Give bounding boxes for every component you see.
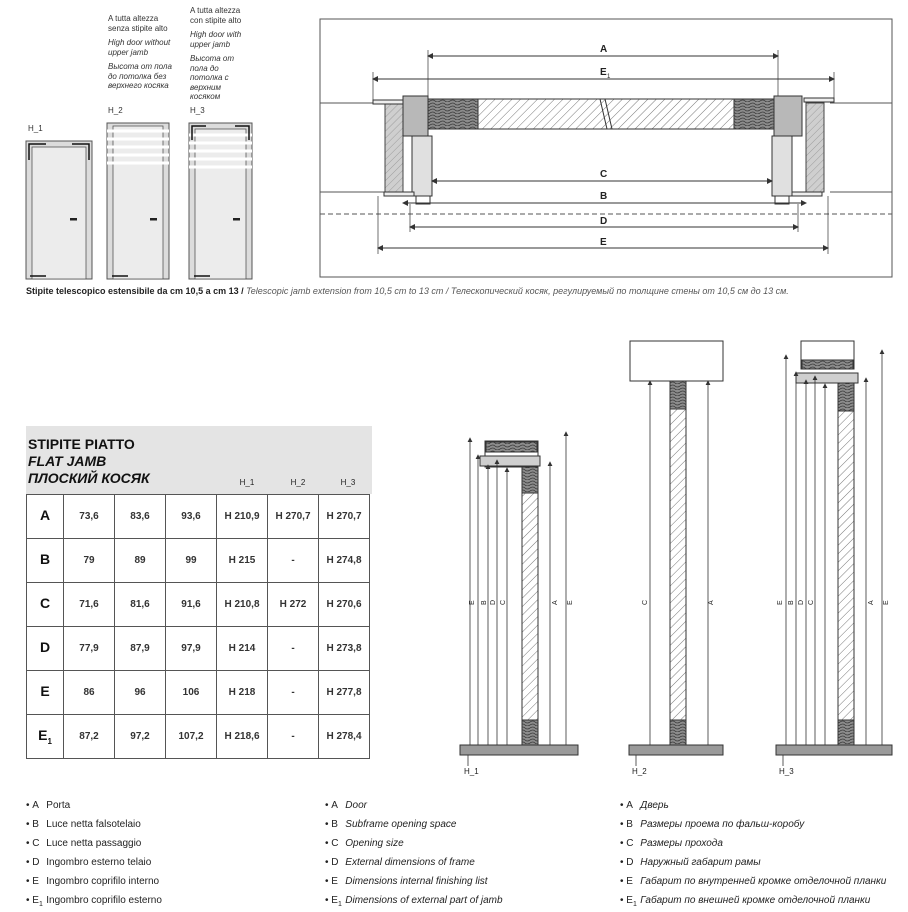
legend-text: External dimensions of frame [345, 857, 475, 868]
legend-english [325, 798, 503, 912]
legend-text: Door [345, 800, 367, 811]
legend-key-sub: 1 [337, 901, 342, 908]
row-key [27, 627, 64, 671]
table-cell-v3: 99 [166, 539, 217, 583]
legend-key [331, 798, 345, 817]
legend-key-letter: B [331, 819, 338, 830]
table-cell-v3: 107,2 [166, 715, 217, 759]
table-cell-v3: 97,9 [166, 627, 217, 671]
legend-text: Габарит по внешней кромке отделочной планки [640, 895, 871, 906]
legend-russian [620, 798, 886, 912]
legend-item [26, 798, 162, 817]
legend-key [32, 855, 46, 874]
plan-label-e1: E [600, 67, 607, 78]
table-cell-v3: 106 [166, 671, 217, 715]
bullet-icon: • [325, 819, 332, 830]
table-cell-h2: - [268, 539, 319, 583]
table-title-en: FLAT JAMB [28, 453, 107, 469]
door-h3-desc-ru: Высота от пола до потолка с верхним косяком [190, 54, 235, 101]
legend-key [331, 836, 345, 855]
section-h1-c: C [500, 599, 507, 605]
table-cell-h1: H 214 [217, 627, 268, 671]
row-key [27, 715, 64, 759]
plan-label-e: E [600, 237, 607, 248]
table-row [27, 671, 370, 715]
table-cell-h3: H 277,8 [319, 671, 370, 715]
door-h2-desc-ru: Высота от пола до потолка без верхнего косяка [108, 62, 172, 90]
plan-label-d: D [600, 216, 608, 227]
legend-key-letter: D [32, 857, 40, 868]
table-cell-v1: 73,6 [64, 495, 115, 539]
bullet-icon: • [325, 876, 332, 887]
row-key-sub: 1 [47, 736, 52, 746]
door-thumbnail-h2 [107, 123, 169, 279]
legend-key-letter: E [626, 895, 633, 906]
legend-text: Размеры проема по фальш-коробу [640, 819, 805, 830]
legend-text: Ingombro esterno telaio [46, 857, 152, 868]
table-cell-v2: 96 [115, 671, 166, 715]
table-cell-v1: 77,9 [64, 627, 115, 671]
legend-key [626, 874, 640, 893]
table-cell-h1: H 218,6 [217, 715, 268, 759]
row-key-letter: E [38, 727, 48, 744]
table-cell-v1: 87,2 [64, 715, 115, 759]
row-key [27, 539, 64, 583]
legend-item [620, 855, 886, 874]
table-cell-h2: H 270,7 [268, 495, 319, 539]
legend-key-letter: D [331, 857, 339, 868]
legend-key-letter: A [331, 800, 338, 811]
table-title-ru: ПЛОСКИЙ КОСЯК [28, 470, 150, 486]
legend-key [331, 817, 345, 836]
section-h3-a: A [868, 600, 875, 605]
bullet-icon: • [26, 800, 33, 811]
door-h3-desc-en: High door with upper jamb [190, 30, 242, 49]
legend-key [331, 893, 345, 912]
section-h1-e: E [469, 600, 476, 605]
legend-key [626, 817, 640, 836]
section-h3-d: D [798, 599, 805, 605]
table-cell-h2: - [268, 671, 319, 715]
legend-key-letter: D [626, 857, 634, 868]
bullet-icon: • [620, 895, 627, 906]
legend-item [26, 855, 162, 874]
legend-key [32, 836, 46, 855]
bullet-icon: • [26, 895, 33, 906]
table-cell-h2: H 272 [268, 583, 319, 627]
table-title-it: STIPITE PIATTO [28, 436, 135, 452]
row-key [27, 495, 64, 539]
bullet-icon: • [620, 819, 627, 830]
section-h1-label: H_1 [464, 767, 479, 776]
legend-item [620, 893, 886, 912]
section-h2-label: H_2 [632, 767, 647, 776]
table-cell-h1: H 215 [217, 539, 268, 583]
legend-text: Dimensions internal finishing list [345, 876, 488, 887]
legend-item [26, 893, 162, 912]
row-key [27, 583, 64, 627]
table-row [27, 627, 370, 671]
section-h2 [629, 341, 723, 776]
legend-key-letter: B [32, 819, 39, 830]
legend-key [32, 817, 46, 836]
table-cell-h2: - [268, 627, 319, 671]
legend-key-letter: C [331, 838, 339, 849]
legend-text: Opening size [345, 838, 404, 849]
legend-key-letter: E [32, 895, 39, 906]
legend-item [26, 817, 162, 836]
table-cell-h3: H 270,7 [319, 495, 370, 539]
legend-key-letter: A [626, 800, 633, 811]
section-h1-a: A [552, 600, 559, 605]
table-header [26, 426, 372, 494]
table-cell-v2: 87,9 [115, 627, 166, 671]
col-header-h2: H_2 [290, 478, 306, 487]
table-cell-v1: 79 [64, 539, 115, 583]
legend-text: Ingombro coprifilo interno [46, 876, 160, 887]
legend-italian [26, 798, 162, 912]
legend-key-sub: 1 [38, 901, 43, 908]
section-h3-label: H_3 [779, 767, 794, 776]
plan-label-e1-sub: 1 [607, 74, 611, 80]
section-h3-e1: E [883, 600, 890, 605]
section-h2-c: C [642, 599, 649, 605]
figure-caption [26, 286, 789, 296]
legend-item [325, 798, 503, 817]
section-h2-a: A [708, 600, 715, 605]
legend-text: Luce netta passaggio [46, 838, 142, 849]
table-row [27, 715, 370, 759]
caption-it: Stipite telescopico estensibile da cm 10,5 a cm 13 / [26, 286, 244, 296]
table-cell-h3: H 273,8 [319, 627, 370, 671]
bullet-icon: • [26, 876, 33, 887]
legend-key-letter: C [32, 838, 40, 849]
legend-key [626, 855, 640, 874]
door-thumbnail-h3 [189, 123, 252, 279]
col-header-h3: H_3 [340, 478, 356, 487]
section-h3-e: E [777, 600, 784, 605]
table-cell-v2: 83,6 [115, 495, 166, 539]
legend-key-sub: 1 [632, 901, 637, 908]
bullet-icon: • [620, 876, 627, 887]
legend-item [325, 874, 503, 893]
section-h1 [460, 432, 578, 776]
legend-item [620, 874, 886, 893]
table-cell-v1: 86 [64, 671, 115, 715]
bullet-icon: • [620, 857, 627, 868]
legend-key-letter: E [331, 895, 338, 906]
legend-key [32, 893, 46, 912]
table-cell-h1: H 218 [217, 671, 268, 715]
bullet-icon: • [325, 857, 332, 868]
legend-key-letter: A [32, 800, 39, 811]
legend-item [620, 817, 886, 836]
bullet-icon: • [325, 838, 332, 849]
bullet-icon: • [620, 838, 627, 849]
legend-key-letter: B [626, 819, 633, 830]
caption-ru: Телескопический косяк, регулируемый по толщине стены от 10,5 см до 13 см. [450, 286, 789, 296]
section-h1-d: D [490, 599, 497, 605]
legend-key [626, 893, 640, 912]
legend-item [26, 836, 162, 855]
door-thumbnail-h1 [26, 141, 92, 279]
section-h3 [776, 341, 892, 776]
col-header-h1: H_1 [239, 478, 255, 487]
table-cell-h3: H 274,8 [319, 539, 370, 583]
table-row [27, 539, 370, 583]
door-h2-description [108, 14, 180, 91]
table-cell-v1: 71,6 [64, 583, 115, 627]
legend-key-letter: E [32, 876, 39, 887]
row-key-letter: A [39, 507, 51, 524]
legend-text: Subframe opening space [345, 819, 457, 830]
table-cell-v2: 81,6 [115, 583, 166, 627]
legend-text: Наружный габарит рамы [640, 857, 761, 868]
plan-label-c: C [600, 169, 608, 180]
table-cell-v3: 93,6 [166, 495, 217, 539]
legend-key-letter: E [626, 876, 633, 887]
plan-label-a: A [600, 44, 608, 55]
bullet-icon: • [325, 895, 332, 906]
table-cell-h2: - [268, 715, 319, 759]
bullet-icon: • [26, 819, 33, 830]
legend-text: Габарит по внутренней кромке отделочной планки [640, 876, 887, 887]
legend-item [620, 798, 886, 817]
legend-item [26, 874, 162, 893]
bullet-icon: • [26, 838, 33, 849]
row-key-letter: E [40, 683, 50, 700]
bullet-icon: • [325, 800, 332, 811]
row-key [27, 671, 64, 715]
legend-text: Porta [46, 800, 71, 811]
door-h2-desc-en: High door without upper jamb [108, 38, 171, 57]
legend-item [620, 836, 886, 855]
bullet-icon: • [26, 857, 33, 868]
door-h2-label: H_2 [108, 106, 123, 115]
table-row [27, 495, 370, 539]
table-cell-h3: H 270,6 [319, 583, 370, 627]
table-cell-v2: 89 [115, 539, 166, 583]
dimensions-table [26, 494, 370, 759]
row-key-letter: B [39, 551, 51, 568]
section-h3-c: C [808, 599, 815, 605]
legend-text: Размеры прохода [640, 838, 723, 849]
plan-section [320, 19, 892, 277]
legend-item [325, 855, 503, 874]
legend-text: Дверь [640, 800, 669, 811]
section-h1-b: B [481, 600, 488, 605]
table-cell-v2: 97,2 [115, 715, 166, 759]
legend-item [325, 893, 503, 912]
table-cell-h1: H 210,9 [217, 495, 268, 539]
legend-text: Luce netta falsotelaio [46, 819, 141, 830]
legend-key [331, 855, 345, 874]
legend-text: Dimensions of external part of jamb [345, 895, 503, 906]
door-h2-desc-it: A tutta altezza senza stipite alto [108, 14, 168, 33]
table-row [27, 583, 370, 627]
caption-en: Telescopic jamb extension from 10,5 cm to 13 cm / [246, 286, 449, 296]
door-h3-description [190, 6, 252, 102]
legend-key [32, 798, 46, 817]
table-cell-v3: 91,6 [166, 583, 217, 627]
legend-item [325, 836, 503, 855]
legend-key [626, 836, 640, 855]
door-h3-label: H_3 [190, 106, 205, 115]
legend-key [32, 874, 46, 893]
section-h3-b: B [788, 600, 795, 605]
plan-label-b: B [600, 191, 608, 202]
bullet-icon: • [620, 800, 627, 811]
legend-key [331, 874, 345, 893]
row-key-letter: D [39, 639, 51, 656]
legend-text: Ingombro coprifilo esterno [46, 895, 162, 906]
row-key-letter: C [39, 595, 51, 612]
legend-key [626, 798, 640, 817]
table-cell-h3: H 278,4 [319, 715, 370, 759]
legend-key-letter: C [626, 838, 634, 849]
section-h1-e1: E [567, 600, 574, 605]
legend-key-letter: E [331, 876, 338, 887]
door-h3-desc-it: A tutta altezza con stipite alto [190, 6, 242, 25]
legend-item [325, 817, 503, 836]
door-h1-label: H_1 [28, 124, 43, 133]
table-cell-h1: H 210,8 [217, 583, 268, 627]
